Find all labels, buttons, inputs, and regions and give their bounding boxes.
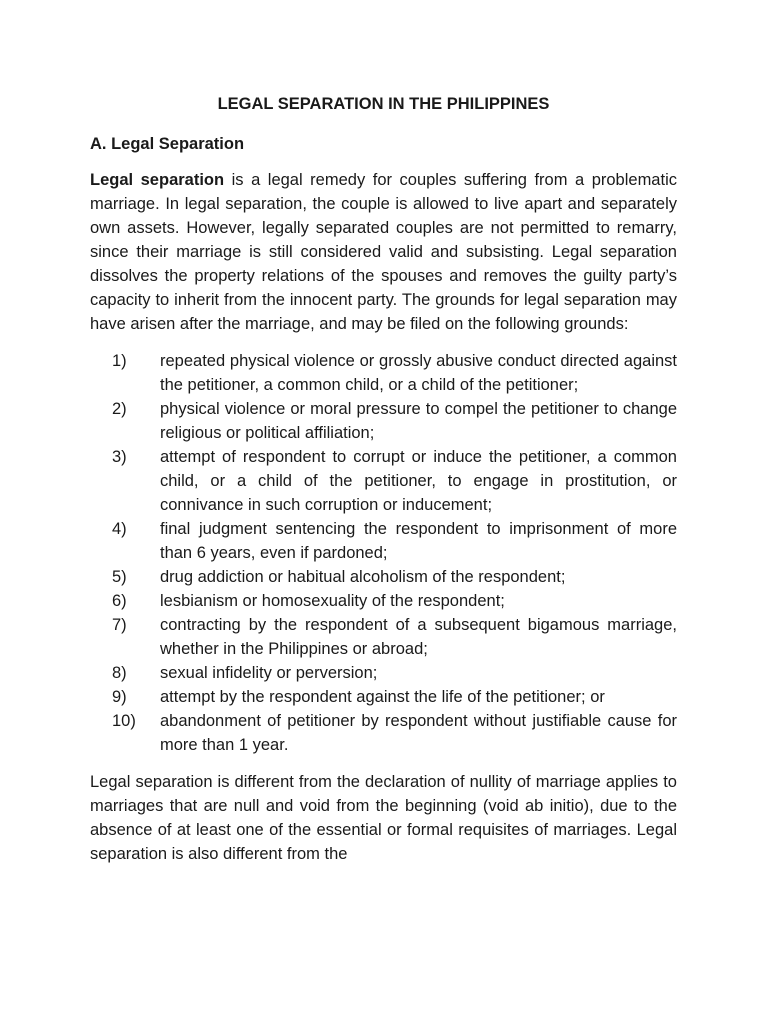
list-item-text: contracting by the respondent of a subsequent bigamous marriage, whether in the Philippines or abroad; xyxy=(160,616,677,658)
list-item-text: physical violence or moral pressure to compel the petitioner to change religious or political affiliation; xyxy=(160,400,677,442)
list-item xyxy=(90,685,677,709)
list-item xyxy=(90,589,677,613)
list-item-text: repeated physical violence or grossly abusive conduct directed against the petitioner, a common child, or a child of the petitioner; xyxy=(160,352,677,394)
intro-term: Legal separation xyxy=(90,171,225,189)
intro-paragraph xyxy=(90,168,677,336)
list-item xyxy=(90,397,677,445)
list-item-number: 10) xyxy=(112,712,136,730)
list-item xyxy=(90,709,677,757)
list-item xyxy=(90,613,677,661)
grounds-list xyxy=(90,349,677,757)
list-item-number: 9) xyxy=(112,688,127,706)
list-item xyxy=(90,565,677,589)
list-item-text: sexual infidelity or perversion; xyxy=(160,664,378,682)
list-item-number: 4) xyxy=(112,520,127,538)
closing-paragraph: Legal separation is different from the declaration of nullity of marriage applies to marriages that are null and void from the beginning (void ab initio), due to the absence of at least one of the essential or formal requisites of marriages. Legal separation is also different from the xyxy=(90,773,677,863)
list-item-number: 7) xyxy=(112,616,127,634)
list-item xyxy=(90,445,677,517)
list-item xyxy=(90,517,677,565)
document-page xyxy=(90,92,677,879)
list-item xyxy=(90,661,677,685)
list-item-number: 1) xyxy=(112,352,127,370)
document-title: LEGAL SEPARATION IN THE PHILIPPINES xyxy=(217,95,550,113)
list-item-number: 5) xyxy=(112,568,127,586)
list-item-text: final judgment sentencing the respondent to imprisonment of more than 6 years, even if pardoned; xyxy=(160,520,677,562)
list-item-number: 8) xyxy=(112,664,127,682)
list-item-number: 6) xyxy=(112,592,127,610)
list-item-number: 3) xyxy=(112,448,127,466)
list-item-number: 2) xyxy=(112,400,127,418)
list-item-text: attempt by the respondent against the life of the petitioner; or xyxy=(160,688,605,706)
list-item-text: lesbianism or homosexuality of the respondent; xyxy=(160,592,505,610)
list-item-text: attempt of respondent to corrupt or induce the petitioner, a common child, or a child of the petitioner, to engage in prostitution, or connivance in such corruption or inducement; xyxy=(160,448,677,514)
list-item xyxy=(90,349,677,397)
list-item-text: drug addiction or habitual alcoholism of the respondent; xyxy=(160,568,566,586)
section-heading: A. Legal Separation xyxy=(90,135,245,153)
list-item-text: abandonment of petitioner by respondent without justifiable cause for more than 1 year. xyxy=(160,712,677,754)
intro-text: is a legal remedy for couples suffering from a problematic marriage. In legal separation, the couple is allowed to live apart and separately own assets. However, legally separated couples are not permitted to remarry, since their marriage is still considered valid and subsisting. Legal separation dissolves the property relations of the spouses and removes the guilty party’s capacity to inherit from the innocent party. The grounds for legal separation may have arisen after the marriage, and may be filed on the following grounds: xyxy=(90,171,677,333)
